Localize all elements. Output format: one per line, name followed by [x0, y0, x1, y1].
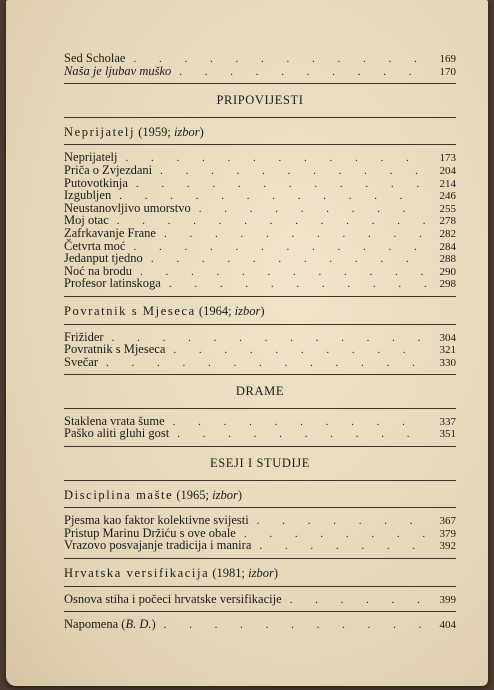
dot-leader — [125, 152, 426, 165]
group-divider — [64, 296, 456, 297]
entry-title — [64, 618, 156, 631]
section-heading-eseji: ESEJI I STUDIJE — [210, 456, 310, 471]
entry-page-number: 288 — [439, 253, 456, 266]
dot-leader — [244, 528, 426, 541]
entry-page-number: 246 — [439, 190, 456, 203]
group-heading-versifikacija — [64, 567, 456, 580]
group-year: (1981; — [209, 566, 249, 581]
toc-entry — [64, 52, 456, 65]
section-divider — [64, 83, 456, 84]
toc-entry — [64, 356, 456, 369]
entry-title: Moj otac — [64, 213, 109, 228]
entry-title: Frižider — [64, 329, 104, 344]
toc-list-neprijatelj — [64, 151, 456, 290]
group-note: izbor — [212, 487, 238, 502]
group-divider — [64, 611, 456, 612]
dot-leader — [133, 241, 426, 254]
entry-title: Jedanput tjedno — [64, 251, 143, 266]
entry-title: Vrazovo posvajanje tradicija i manira — [64, 538, 252, 553]
group-name: Disciplina mašte — [64, 487, 174, 502]
group-divider — [64, 558, 456, 559]
toc-list-drame — [64, 415, 456, 440]
entry-title: Zafrkavanje Frane — [64, 225, 156, 240]
entry-page-number: 367 — [439, 515, 456, 528]
entry-page-number: 284 — [439, 240, 456, 253]
dot-leader — [173, 416, 426, 429]
dot-leader — [164, 228, 426, 241]
entry-page-number: 399 — [439, 593, 456, 606]
section-heading-pripovijesti: PRIPOVIJESTI — [216, 93, 304, 108]
entry-page-number: 290 — [439, 265, 456, 278]
entry-title: Izgubljen — [64, 188, 112, 203]
dot-leader — [136, 178, 426, 191]
entry-page-number: 169 — [439, 53, 456, 65]
group-close: ) — [273, 566, 278, 581]
entry-page-number: 337 — [439, 415, 456, 428]
group-year: (1964; — [195, 303, 235, 318]
entry-title: Neustanovljivo umorstvo — [64, 200, 191, 215]
entry-page-number: 255 — [439, 202, 456, 215]
entry-title: Pristup Marinu Držiću s ove obale — [64, 525, 236, 540]
dot-leader — [169, 278, 426, 291]
group-note: izbor — [234, 303, 261, 318]
group-divider — [64, 586, 456, 587]
entry-page-number: 304 — [439, 331, 456, 344]
entry-page-number: 278 — [439, 215, 456, 228]
toc-list-povratnik — [64, 331, 456, 369]
toc-entry — [64, 277, 456, 290]
entry-page-number: 330 — [439, 356, 456, 369]
group-divider — [64, 324, 456, 325]
table-of-contents — [64, 52, 456, 631]
entry-title: Osnova stiha i počeci hrvatske versifikacije — [64, 591, 282, 606]
entry-page-number: 298 — [439, 278, 456, 291]
toc-entry — [64, 189, 456, 202]
entry-title: Sed Scholae — [64, 51, 126, 65]
group-note: izbor — [248, 566, 274, 581]
toc-entry — [64, 65, 456, 78]
group-close: ) — [260, 303, 265, 318]
group-heading-povratnik — [64, 305, 456, 318]
dot-leader — [160, 165, 426, 178]
group-note: izbor — [173, 124, 200, 139]
toc-entry — [64, 539, 456, 552]
toc-entry — [64, 202, 456, 215]
entry-page-number: 379 — [439, 527, 456, 540]
toc-list-disciplina — [64, 514, 456, 552]
entry-title-close: ) — [151, 617, 156, 632]
entry-title: Paško aliti gluhi gost — [64, 426, 170, 441]
section-divider — [64, 446, 456, 447]
entry-page-number: 404 — [439, 619, 456, 632]
dot-leader — [133, 53, 426, 66]
entry-page-number: 282 — [439, 227, 456, 240]
section-divider — [64, 374, 456, 375]
group-name: Neprijatelj — [64, 124, 136, 139]
entry-title: Pjesma kao faktor kolektivne svijesti — [64, 513, 249, 528]
dot-leader — [106, 357, 426, 370]
dot-leader — [151, 253, 426, 266]
entry-title: Putovotkinja — [64, 175, 128, 190]
entry-title-text: Napomena ( — [64, 617, 126, 632]
entry-title: Naša je ljubav muško — [64, 63, 172, 78]
entry-title: Noć na brodu — [64, 263, 133, 278]
entry-title: Staklena vrata šume — [64, 413, 165, 428]
toc-entry — [64, 227, 456, 240]
entry-page-number: 214 — [439, 177, 456, 190]
dot-leader — [164, 619, 426, 632]
group-year: (1965; — [173, 487, 213, 502]
toc-entry-napomena — [64, 618, 456, 631]
toc-entry — [64, 252, 456, 265]
entry-page-number: 392 — [439, 540, 456, 553]
dot-leader — [117, 215, 426, 228]
section-divider — [64, 117, 456, 118]
toc-entry — [64, 343, 456, 356]
entry-page-number: 321 — [439, 344, 456, 357]
dot-leader — [199, 203, 426, 216]
entry-page-number: 170 — [439, 65, 456, 78]
section-divider — [64, 408, 456, 409]
toc-entry — [64, 427, 456, 440]
dot-leader — [290, 594, 426, 607]
toc-list-versifikacija — [64, 593, 456, 606]
group-heading-neprijatelj — [64, 126, 456, 139]
dot-leader — [140, 266, 426, 279]
entry-page-number: 173 — [439, 152, 456, 165]
section-heading-drame: DRAME — [235, 384, 285, 399]
entry-title: Povratnik s Mjeseca — [64, 342, 166, 357]
toc-entry — [64, 593, 456, 606]
group-name: Hrvatska versifikacija — [64, 566, 210, 581]
dot-leader — [257, 515, 426, 528]
toc-entry — [64, 514, 456, 527]
entry-title-italic: B. D. — [125, 617, 152, 632]
toc-entry — [64, 164, 456, 177]
group-divider — [64, 144, 456, 145]
dot-leader — [259, 540, 426, 553]
entry-title: Svečar — [64, 354, 99, 369]
dot-leader — [179, 66, 426, 79]
dot-leader — [173, 344, 426, 357]
toc-list-top — [64, 52, 456, 77]
entry-page-number: 204 — [439, 164, 456, 177]
entry-title: Priča o Zvjezdani — [64, 162, 153, 177]
group-close: ) — [237, 487, 243, 502]
book-page — [6, 0, 488, 686]
group-close: ) — [199, 124, 204, 139]
entry-title: Profesor latinskoga — [64, 276, 161, 291]
group-heading-disciplina — [64, 489, 456, 502]
entry-page-number: 351 — [439, 428, 456, 441]
toc-entry — [64, 177, 456, 190]
entry-title: Četvrta moć — [64, 238, 126, 253]
group-name: Povratnik s Mjeseca — [64, 303, 196, 318]
group-year: (1959; — [135, 124, 174, 139]
dot-leader — [177, 428, 426, 441]
section-divider — [64, 480, 456, 481]
group-divider — [64, 507, 456, 508]
entry-title: Neprijatelj — [64, 150, 118, 165]
